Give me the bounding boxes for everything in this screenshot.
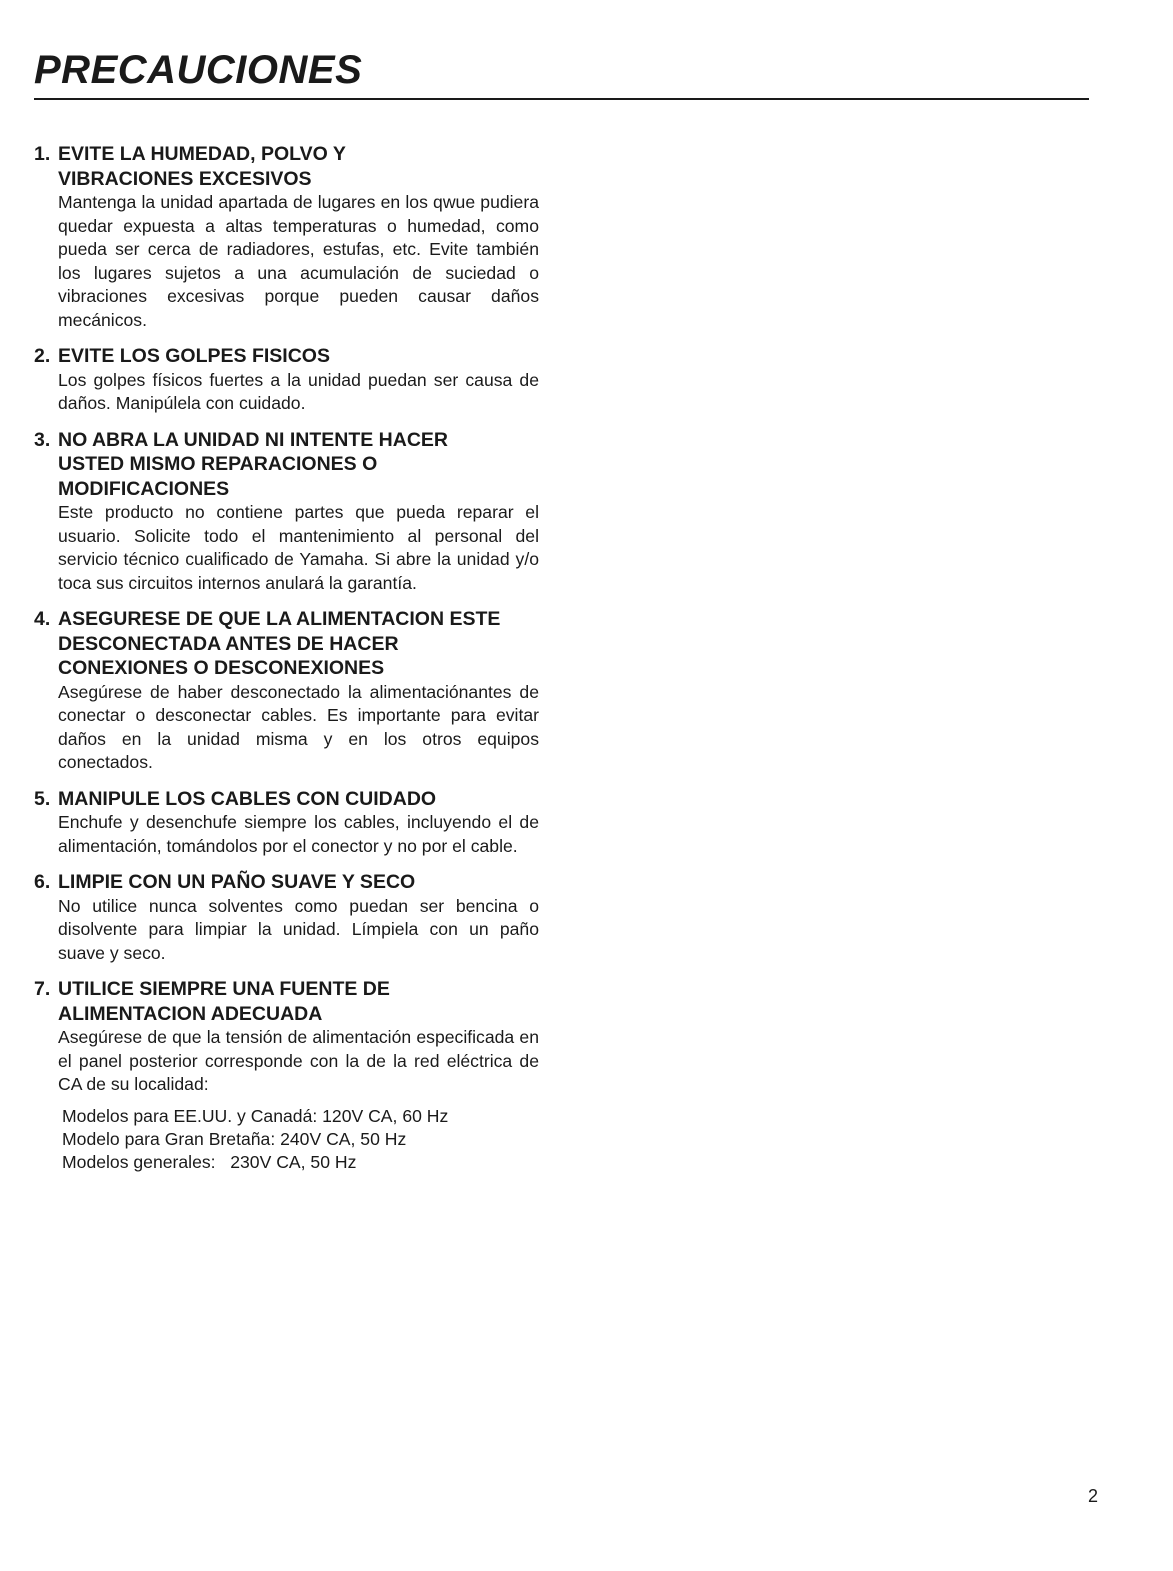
heading-text: EVITE LA HUMEDAD, POLVO Y VIBRACIONES EXCESIVOS: [58, 143, 346, 190]
item-number: 7.: [34, 978, 51, 1000]
item-number: 4.: [34, 608, 51, 630]
heading-text: NO ABRA LA UNIDAD NI INTENTE HACER USTED MISMO REPARACIONES O MODIFICACIONES: [58, 428, 448, 500]
item-number: 2.: [34, 345, 51, 367]
precaution-heading: [34, 870, 539, 895]
precaution-body: Enchufe y desenchufe siempre los cables, incluyendo el de alimentación, tomándolos por el conector y no por el cable.: [58, 812, 539, 856]
voltage-line: Modelo para Gran Bretaña: 240V CA, 50 Hz: [62, 1128, 407, 1149]
precaution-item: [34, 607, 539, 775]
precaution-heading: [34, 607, 539, 681]
heading-text: UTILICE SIEMPRE UNA FUENTE DE ALIMENTACION ADECUADA: [58, 978, 390, 1025]
voltage-list: [62, 1105, 539, 1174]
precaution-body: Mantenga la unidad apartada de lugares en los qwue pudiera quedar expuesta a altas temperaturas o humedad, como pueda ser cerca de radiadores, estufas, etc. Evite también los lugares sujetos a una acumulación de suciedad o vibraciones excesivas porque pueden causar daños mecánicos.: [58, 192, 539, 330]
page-number: 2: [1088, 1486, 1099, 1506]
precaution-item: [34, 142, 539, 332]
precaution-body: Asegúrese de que la tensión de alimentación especificada en el panel posterior corresponde con la de la red eléctrica de CA de su localidad:: [58, 1027, 539, 1094]
precaution-item: [34, 870, 539, 965]
item-number: 6.: [34, 871, 51, 893]
precaution-heading: [34, 787, 539, 812]
voltage-line: Modelos para EE.UU. y Canadá: 120V CA, 60 Hz: [62, 1105, 449, 1126]
precaution-heading: [34, 428, 539, 502]
precaution-item: [34, 977, 539, 1174]
precaution-item: [34, 344, 539, 416]
heading-text: EVITE LOS GOLPES FISICOS: [58, 345, 330, 367]
precaution-body: Los golpes físicos fuertes a la unidad puedan ser causa de daños. Manipúlela con cuidado.: [58, 369, 539, 413]
title-rule: [34, 98, 1089, 100]
precaution-heading: [34, 344, 539, 369]
precaution-body: No utilice nunca solventes como puedan ser bencina o disolvente para limpiar la unidad. Límpiela con un paño suave y seco.: [58, 895, 539, 963]
precaution-heading: [34, 977, 539, 1026]
precaution-body: Este producto no contiene partes que pueda reparar el usuario. Solicite todo el mantenimiento al personal del servicio técnico cualificado de Yamaha. Si abre la unidad y/o toca sus circuitos internos anulará la garantía.: [58, 502, 539, 593]
heading-text: LIMPIE CON UN PAÑO SUAVE Y SECO: [58, 871, 416, 893]
precaution-body: Asegúrese de haber desconectado la alimentaciónantes de conectar o desconectar cables. Es importante para evitar daños en la unidad misma y en los otros equipos conectados.: [58, 681, 539, 772]
heading-text: MANIPULE LOS CABLES CON CUIDADO: [58, 787, 437, 810]
item-number: 3.: [34, 428, 51, 451]
precaution-item: [34, 787, 539, 859]
item-number: 1.: [34, 143, 51, 165]
voltage-line: Modelos generales: 230V CA, 50 Hz: [62, 1151, 357, 1172]
precaution-heading: [34, 142, 539, 191]
precaution-item: [34, 428, 539, 596]
page-title: PRECAUCIONES: [34, 48, 363, 92]
item-number: 5.: [34, 787, 51, 810]
precautions-list: [34, 142, 539, 1186]
heading-text: ASEGURESE DE QUE LA ALIMENTACION ESTE DESCONECTADA ANTES DE HACER CONEXIONES O DESCONEXIONES: [58, 608, 501, 679]
